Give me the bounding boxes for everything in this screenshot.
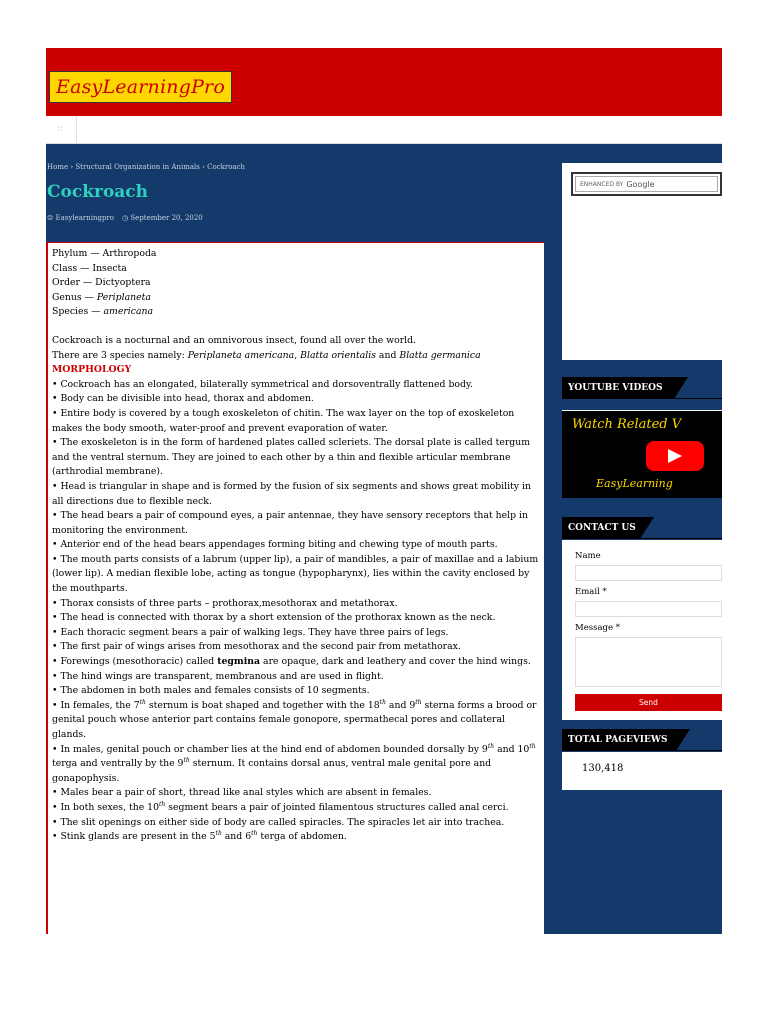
list-item: • Each thoracic segment bears a pair of walking legs. They have three pairs of legs. — [52, 626, 449, 638]
list-item: • Cockroach has an elongated, bilaterally symmetrical and dorsoventrally flattened body. — [52, 378, 473, 390]
breadcrumb-separator: › — [202, 163, 205, 171]
taxonomy-species: Species — americana — [52, 306, 154, 318]
breadcrumb-current: Cockroach — [207, 163, 246, 171]
species-line: There are 3 species namely: Periplaneta americana, Blatta orientalis and Blatta germanica — [52, 349, 481, 361]
search-field[interactable] — [575, 176, 718, 192]
search-input[interactable] — [571, 172, 722, 196]
article-body — [46, 242, 544, 934]
list-item: • The exoskeleton is in the form of hardened plates called scleriets. The dorsal plate is called tergum and the ventral sternum. They are joined to each other by a thin and flexible articular membrane (arthrodial membrane). — [52, 437, 531, 478]
email-label: Email * — [575, 587, 607, 597]
youtube-thumb-subtitle: EasyLearning — [596, 477, 673, 490]
nav-divider — [76, 116, 77, 144]
list-item: • Males bear a pair of short, thread like anal styles which are absent in females. — [52, 787, 432, 799]
site-logo[interactable] — [49, 71, 232, 103]
taxonomy-phylum: Phylum — Arthropoda — [52, 248, 157, 259]
user-icon: ☺ — [47, 214, 54, 222]
site-header — [46, 48, 722, 116]
contact-widget-title: CONTACT US — [562, 517, 640, 539]
breadcrumb-separator: › — [70, 163, 74, 171]
google-label: Google — [626, 179, 655, 189]
taxonomy-class: Class — Insecta — [52, 262, 127, 274]
list-item: • The slit openings on either side of body are called spiracles. The spiracles let air into trachea. — [52, 816, 505, 828]
list-item: • The head is connected with thorax by a short extension of the prothorax known as the neck. — [52, 612, 496, 624]
menu-icon[interactable]: ∷ — [58, 125, 63, 133]
list-item: • Stink glands are present in the 5th and 6th terga of abdomen. — [52, 830, 347, 843]
clock-icon: ◷ — [122, 214, 129, 222]
taxonomy-genus: Genus — Periplaneta — [52, 291, 151, 303]
list-item: • Anterior end of the head bears appendages forming biting and chewing type of mouth parts. — [52, 539, 498, 551]
pageviews-widget — [562, 752, 722, 790]
post-meta — [47, 214, 203, 222]
nav-bar — [46, 116, 722, 144]
list-item: • The head bears a pair of compound eyes, a pair antennae, they have sensory receptors that help in monitoring the environment. — [52, 510, 528, 536]
intro-line: Cockroach is a nocturnal and an omnivorous insect, found all over the world. — [52, 334, 417, 346]
name-label: Name — [575, 551, 601, 561]
page-title: Cockroach — [47, 182, 149, 202]
list-item: • In females, the 7th sternum is boat shaped and together with the 18th and 9th sterna forms a brood or genital pouch whose anterior part contains female gonopore, spermathecal pores and collateral glands. — [52, 698, 537, 740]
date-info — [122, 214, 203, 222]
pageviews-count: 130,418 — [582, 763, 624, 774]
message-label: Message * — [575, 623, 620, 633]
post-date: September 20, 2020 — [130, 214, 203, 222]
youtube-video-thumbnail[interactable] — [562, 410, 722, 498]
list-item: • Forewings (mesothoracic) called tegmina are opaque, dark and leathery and cover the hind wings. — [52, 656, 531, 668]
list-item: • Body can be divisible into head, thorax and abdomen. — [52, 393, 314, 405]
contact-form — [562, 540, 722, 720]
breadcrumb-category[interactable]: Structural Organization in Animals — [75, 163, 200, 171]
pageviews-widget-title: TOTAL PAGEVIEWS — [562, 729, 676, 751]
list-item: • The first pair of wings arises from mesothorax and the second pair from metathorax. — [52, 641, 461, 653]
name-field[interactable] — [575, 565, 722, 581]
list-item: • Entire body is covered by a tough exoskeleton of chitin. The wax layer on the top of exoskeleton makes the body smooth, water-proof and prevent evaporation of water. — [52, 407, 515, 434]
list-item: • In both sexes, the 10th segment bears a pair of jointed filamentous structures called anal cerci. — [52, 800, 509, 813]
list-item: • Head is triangular in shape and is formed by the fusion of six segments and shows great mobility in all directions due to flexible neck. — [52, 480, 531, 507]
logo-text: EasyLearningPro — [56, 76, 225, 98]
list-item: • Thorax consists of three parts – prothorax,mesothorax and metathorax. — [52, 597, 398, 609]
list-item: • In males, genital pouch or chamber lies at the hind end of abdomen bounded dorsally by 9th and 10th terga and ventrally by the 9th sternum. It contains dorsal anus, ventral male genital pore and gonapophysis. — [52, 742, 536, 784]
email-field[interactable] — [575, 601, 722, 617]
search-enhanced-label: ENHANCED BY — [580, 180, 624, 188]
search-widget — [562, 163, 722, 360]
author-info[interactable] — [47, 214, 114, 222]
breadcrumb-home[interactable]: Home — [47, 163, 69, 171]
breadcrumb — [47, 163, 245, 171]
morphology-heading: MORPHOLOGY — [52, 364, 132, 376]
list-item: • The mouth parts consists of a labrum (upper lip), a pair of mandibles, a pair of maxillae and a labium (lower lip). A median flexible lobe, acting as tongue (hypopharynx), lies within the cavity enclosed by the mouthparts. — [52, 553, 539, 595]
send-button[interactable]: Send — [575, 694, 722, 711]
youtube-widget-title: YOUTUBE VIDEOS — [562, 377, 674, 399]
author-name: Easylearningpro — [55, 214, 115, 222]
message-field[interactable] — [575, 637, 722, 687]
list-item: • The hind wings are transparent, membranous and are used in flight. — [52, 670, 384, 682]
youtube-thumb-text: Watch Related V — [572, 417, 682, 432]
play-icon[interactable] — [646, 441, 704, 471]
list-item: • The abdomen in both males and females consists of 10 segments. — [52, 685, 370, 697]
taxonomy-order: Order — Dictyoptera — [52, 277, 151, 289]
